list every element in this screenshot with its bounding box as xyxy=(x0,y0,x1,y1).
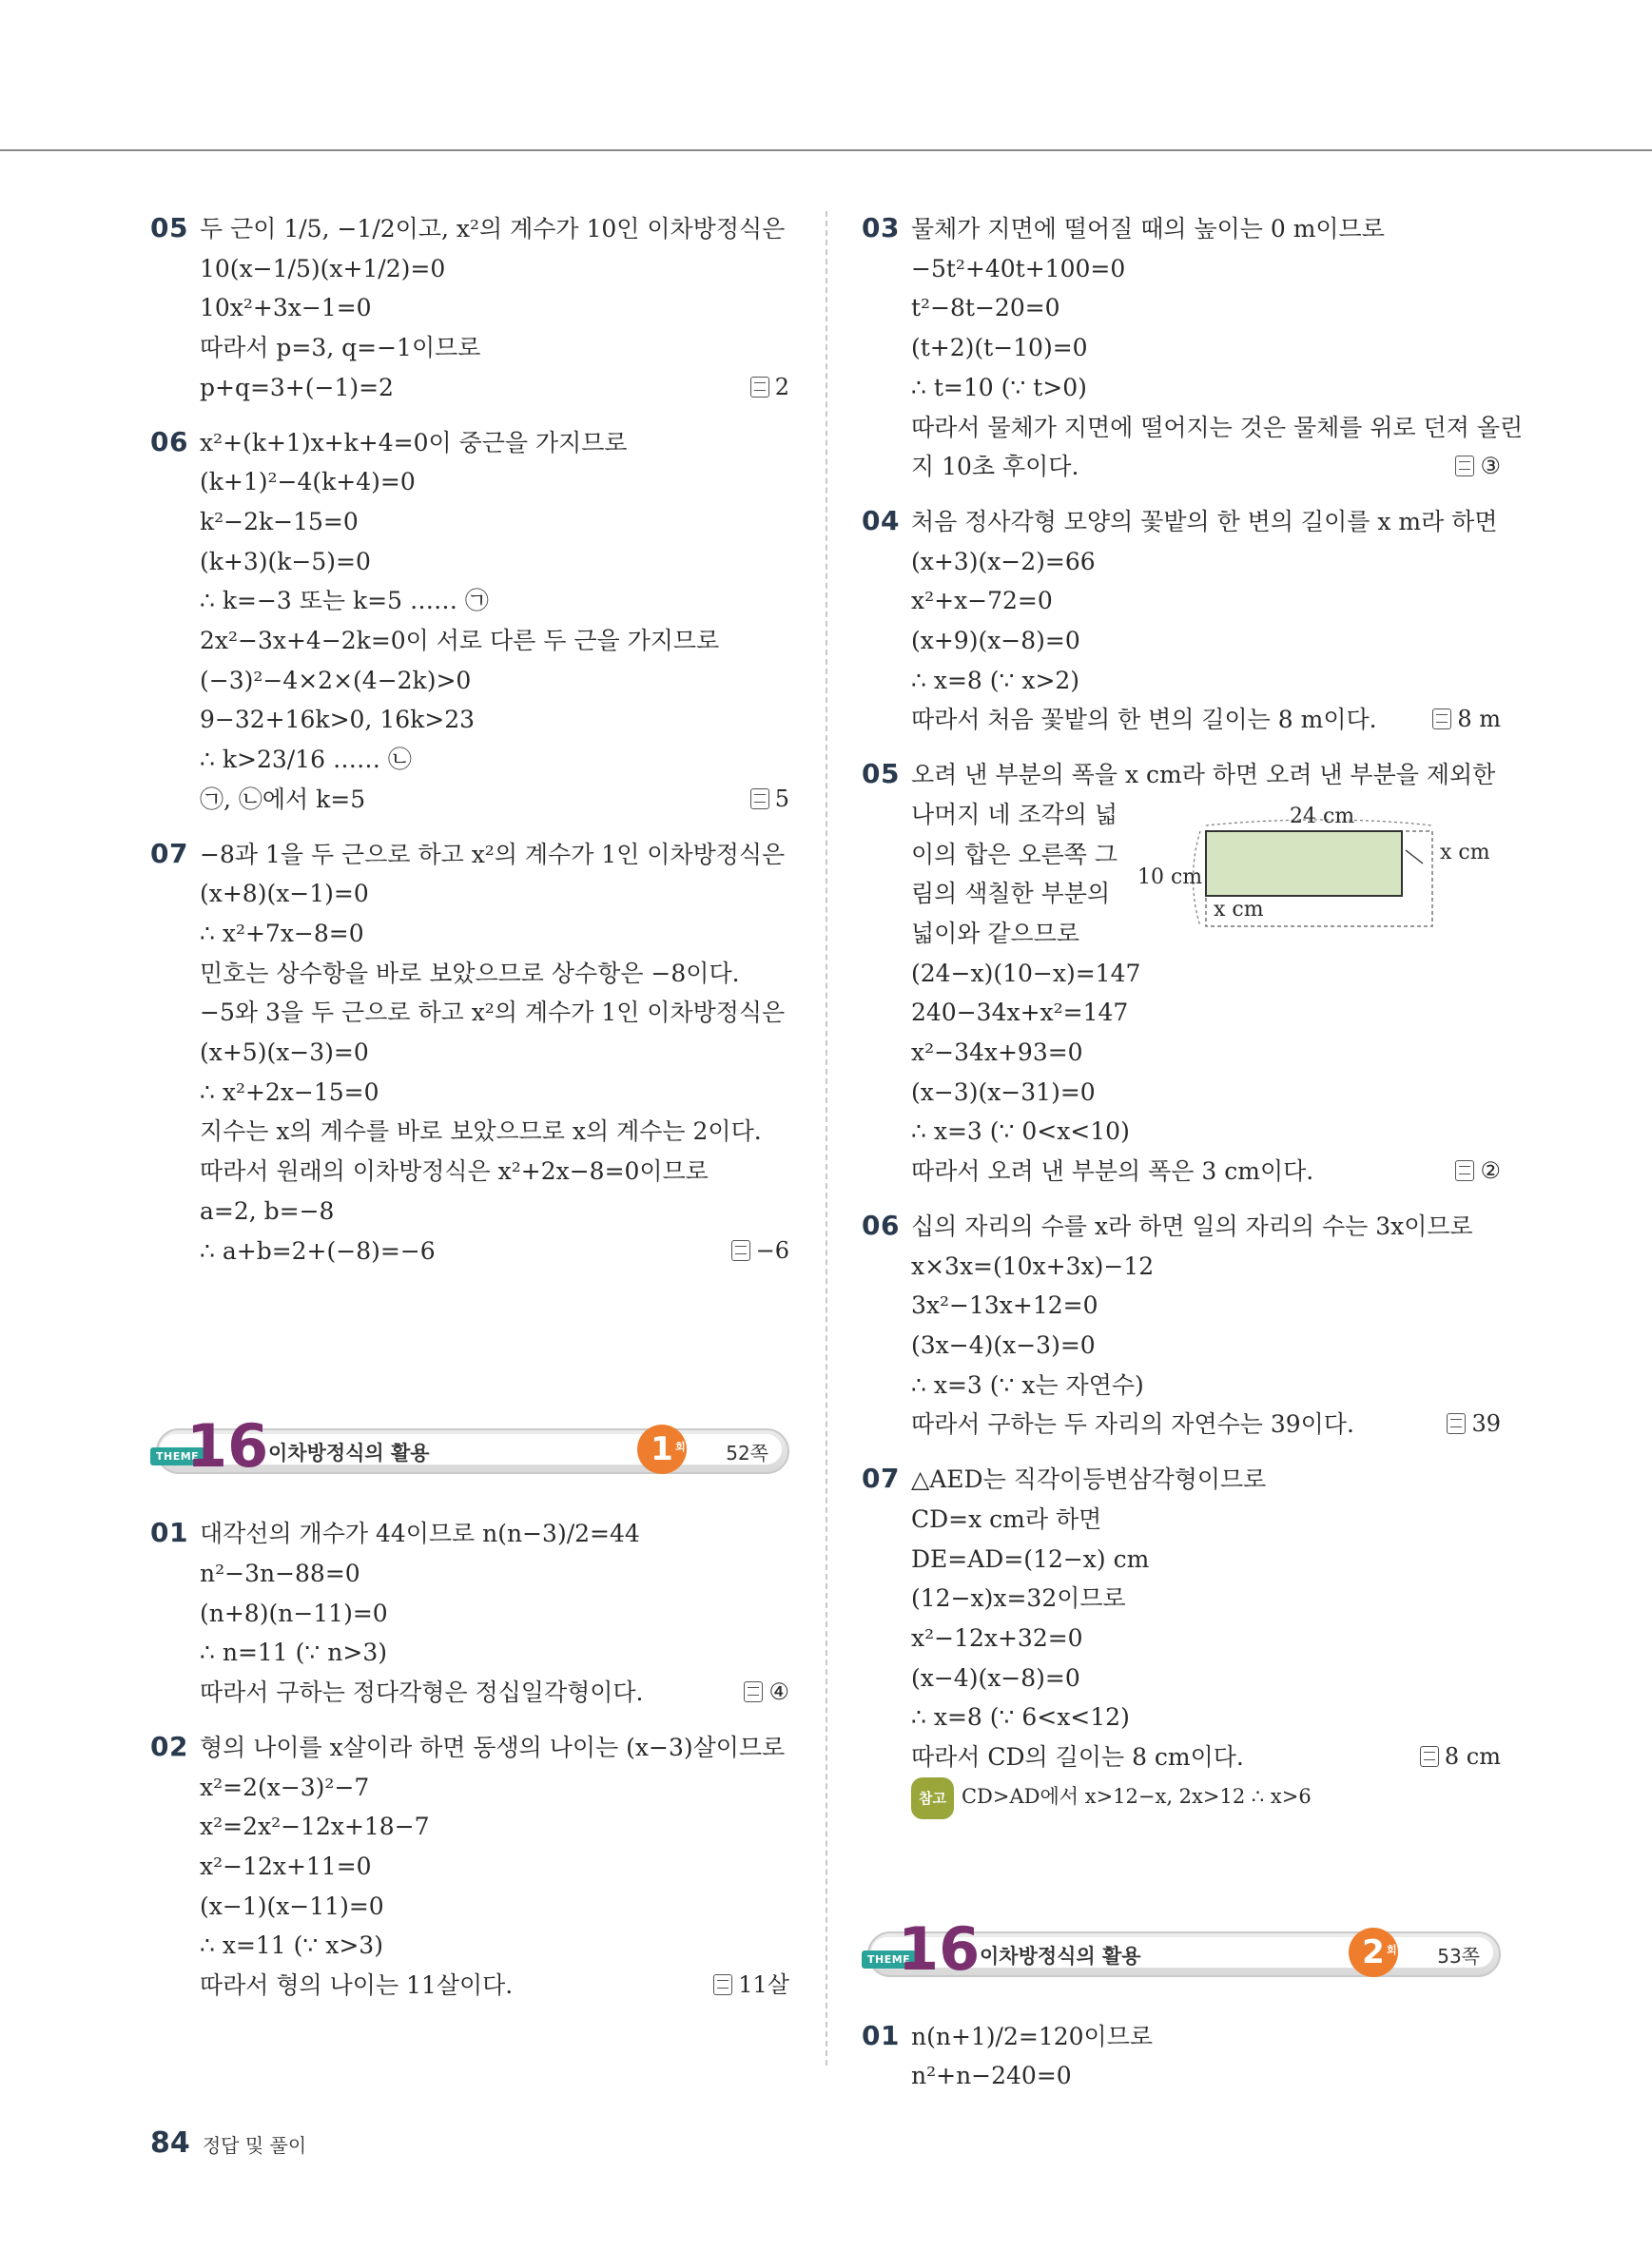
solution-text: (x+3)(x−2)=66 xyxy=(911,547,1096,575)
solution-line xyxy=(200,1807,789,1847)
problem-05 xyxy=(150,209,789,408)
solution-text: ∴ a+b=2+(−8)=−6 xyxy=(200,1236,436,1265)
solution-text: 지수는 x의 계수를 바로 보았으므로 x의 계수는 2이다. xyxy=(200,1117,762,1146)
solution-line xyxy=(911,1698,1501,1737)
problem-01 xyxy=(150,1514,789,1713)
solution-line xyxy=(200,661,789,701)
solution-text: −5와 3을 두 근으로 하고 x²의 계수가 1인 이차방정식은 xyxy=(200,999,786,1027)
problem-07 xyxy=(862,1460,1501,1819)
solution-text: 민호는 상수항을 바로 보았으므로 상수항은 −8이다. xyxy=(200,959,740,987)
solution-line xyxy=(911,328,1501,368)
left-after-list xyxy=(150,1514,789,2005)
solution-line xyxy=(200,1594,789,1634)
answer-mark xyxy=(731,1232,789,1271)
problem-05 xyxy=(862,755,1501,1192)
theme-title: 이차방정식의 활용 xyxy=(980,1944,1141,1968)
solution-text: a=2, b=−8 xyxy=(200,1196,335,1225)
problem-number: 06 xyxy=(862,1209,900,1241)
solution-line xyxy=(200,621,789,661)
solution-line xyxy=(911,1073,1501,1113)
solution-text: 이의 합은 오른쪽 그 xyxy=(911,840,1118,868)
solution-line xyxy=(911,1366,1501,1406)
solution-line xyxy=(911,368,1501,408)
page-number: 84 xyxy=(150,2126,190,2160)
solution-text: 3x²−13x+12=0 xyxy=(911,1291,1098,1320)
answer-icon xyxy=(744,1681,763,1702)
answer-icon xyxy=(731,1240,750,1261)
solution-text: n(n+1)/2=120이므로 xyxy=(911,2022,1154,2050)
solution-text: 따라서 처음 꽃밭의 한 변의 길이는 8 m이다. xyxy=(911,706,1377,734)
problem-number: 01 xyxy=(150,1517,188,1549)
solution-text: 따라서 물체가 지면에 떨어지는 것은 물체를 위로 던져 올린 xyxy=(911,413,1524,441)
header-rule xyxy=(0,149,1652,151)
solution-text: ∴ x=11 (∵ x>3) xyxy=(200,1931,383,1960)
note-badge: 참고 xyxy=(911,1777,954,1819)
answer-mark xyxy=(1455,1152,1501,1192)
problem-number: 07 xyxy=(150,837,188,869)
answer-mark xyxy=(750,780,789,820)
solution-line xyxy=(911,1112,1501,1152)
solution-line xyxy=(911,1579,1501,1619)
solution-text: (k+1)²−4(k+4)=0 xyxy=(200,468,416,496)
solution-text: ㉠, ㉡에서 k=5 xyxy=(200,785,366,813)
solution-text: t²−8t−20=0 xyxy=(911,294,1060,322)
solution-line xyxy=(911,1619,1501,1659)
answer-icon xyxy=(1432,708,1451,729)
theme-title: 이차방정식의 활용 xyxy=(268,1442,430,1465)
solution-line xyxy=(911,2017,1501,2057)
problem-number: 01 xyxy=(862,2019,900,2051)
theme-page-ref: 53쪽 xyxy=(1437,1944,1480,1968)
solution-text: 9−32+16k>0, 16k>23 xyxy=(200,706,476,734)
solution-line xyxy=(200,1033,789,1073)
solution-text: (t+2)(t−10)=0 xyxy=(911,334,1088,362)
problem-01 xyxy=(862,2017,1501,2096)
solution-line xyxy=(911,2056,1501,2096)
answer-icon xyxy=(1420,1746,1439,1767)
solution-line xyxy=(200,1633,789,1673)
problem-number: 04 xyxy=(862,504,900,536)
solution-line xyxy=(200,502,789,542)
answer-mark xyxy=(713,1966,789,2006)
solution-text: p+q=3+(−1)=2 xyxy=(200,373,394,401)
solution-line xyxy=(200,368,789,408)
solution-text: 대각선의 개수가 44이므로 n(n−3)/2=44 xyxy=(200,1520,640,1548)
problem-02 xyxy=(150,1728,789,2006)
solution-line xyxy=(200,1073,789,1113)
solution-line xyxy=(200,1728,789,1768)
answer-value: 8 m xyxy=(1457,706,1501,733)
solution-text: △AED는 직각이등변삼각형이므로 xyxy=(911,1465,1267,1494)
solution-line xyxy=(911,1737,1501,1777)
solution-line xyxy=(200,1152,789,1192)
solution-line xyxy=(200,1926,789,1966)
note-line xyxy=(911,1777,1501,1819)
solution-text: 림의 색칠한 부분의 xyxy=(911,880,1111,908)
solution-text: DE=AD=(12−x) cm xyxy=(911,1544,1150,1573)
answer-value: 5 xyxy=(774,785,789,812)
answer-mark xyxy=(1447,1405,1501,1445)
solution-text: 2x²−3x+4−2k=0이 서로 다른 두 근을 가지므로 xyxy=(200,627,720,655)
problem-06 xyxy=(150,423,789,820)
right-after-list xyxy=(862,2017,1501,2096)
solution-line xyxy=(911,1286,1501,1326)
answer-icon xyxy=(1455,1160,1474,1181)
solution-line xyxy=(200,1192,789,1232)
solution-line xyxy=(200,581,789,621)
solution-text: ∴ x=8 (∵ 6<x<12) xyxy=(911,1703,1130,1732)
solution-line xyxy=(200,288,789,328)
theme-header-right xyxy=(862,1913,1501,1989)
solution-text: 나머지 네 조각의 넓 xyxy=(911,800,1118,828)
solution-text: −8과 1을 두 근으로 하고 x²의 계수가 1인 이차방정식은 xyxy=(200,840,786,868)
solution-line xyxy=(911,1540,1501,1580)
solution-line xyxy=(200,462,789,502)
problem-number: 03 xyxy=(862,212,900,243)
theme-tag: THEME xyxy=(150,1447,204,1465)
theme-header-left xyxy=(150,1411,789,1485)
solution-text: 10x²+3x−1=0 xyxy=(200,294,372,322)
answer-mark xyxy=(750,368,789,408)
solution-line xyxy=(200,740,789,780)
solution-line xyxy=(200,780,789,820)
answer-value: ④ xyxy=(768,1679,789,1706)
figure-right-label: x cm xyxy=(1440,841,1490,865)
answer-icon xyxy=(1447,1413,1466,1434)
solution-line xyxy=(200,1112,789,1152)
answer-mark xyxy=(744,1673,789,1713)
shaded-rect xyxy=(1206,831,1402,896)
solution-line xyxy=(911,502,1501,542)
figure-bottom-label: x cm xyxy=(1214,898,1264,922)
solution-line xyxy=(911,408,1524,448)
solution-line xyxy=(200,1768,789,1808)
solution-text: (n+8)(n−11)=0 xyxy=(200,1599,388,1627)
theme-page-ref: 52쪽 xyxy=(726,1442,768,1465)
solution-text: 두 근이 1/5, −1/2이고, x²의 계수가 10인 이차방정식은 xyxy=(200,215,786,243)
right-problem-list xyxy=(862,209,1524,1819)
solution-text: 240−34x+x²=147 xyxy=(911,999,1129,1027)
solution-text: 따라서 CD의 길이는 8 cm이다. xyxy=(911,1743,1244,1772)
left-column xyxy=(150,209,789,2021)
solution-line xyxy=(911,1033,1501,1073)
solution-line xyxy=(911,1405,1501,1445)
right-column xyxy=(862,209,1524,2111)
solution-text: ∴ x²+2x−15=0 xyxy=(200,1077,379,1106)
solution-line xyxy=(911,447,1501,487)
solution-line xyxy=(911,581,1501,621)
solution-text: (3x−4)(x−3)=0 xyxy=(911,1330,1096,1359)
solution-line xyxy=(911,621,1501,661)
problem-number: 05 xyxy=(862,758,900,790)
solution-text: x²=2(x−3)²−7 xyxy=(200,1773,370,1801)
solution-line xyxy=(911,1152,1501,1192)
solution-line xyxy=(200,249,789,289)
solution-text: 따라서 구하는 두 자리의 자연수는 39이다. xyxy=(911,1410,1354,1439)
answer-value: 39 xyxy=(1471,1410,1501,1438)
problem-06 xyxy=(862,1207,1501,1445)
solution-text: (x−4)(x−8)=0 xyxy=(911,1663,1080,1692)
solution-line xyxy=(911,1207,1501,1247)
solution-text: 지 10초 후이다. xyxy=(911,453,1079,481)
solution-text: x²+x−72=0 xyxy=(911,587,1053,615)
solution-text: n²−3n−88=0 xyxy=(200,1559,360,1587)
answer-value: 2 xyxy=(774,373,789,400)
solution-text: x×3x=(10x+3x)−12 xyxy=(911,1252,1155,1280)
round-badge: 1 회 xyxy=(637,1425,687,1474)
pointer-line xyxy=(1406,850,1423,864)
round-badge: 2 회 xyxy=(1349,1928,1398,1977)
answer-icon xyxy=(713,1974,732,1995)
solution-line xyxy=(911,249,1501,289)
answer-value: 8 cm xyxy=(1444,1743,1501,1771)
solution-text: 10(x−1/5)(x+1/2)=0 xyxy=(200,254,446,282)
solution-line xyxy=(200,328,789,368)
theme-tag: THEME xyxy=(862,1950,916,1969)
solution-text: (x+5)(x−3)=0 xyxy=(200,1038,369,1067)
solution-line xyxy=(911,1460,1501,1500)
solution-text: 따라서 p=3, q=−1이므로 xyxy=(200,334,481,362)
solution-line xyxy=(911,661,1501,701)
solution-text: 따라서 구하는 정다각형은 정십일각형이다. xyxy=(200,1679,644,1707)
solution-line xyxy=(911,993,1501,1033)
answer-value: ② xyxy=(1480,1157,1501,1185)
answer-mark xyxy=(1420,1737,1501,1777)
solution-line xyxy=(911,755,1501,795)
solution-text: (x+8)(x−1)=0 xyxy=(200,880,369,908)
answer-icon xyxy=(750,377,769,398)
solution-text: (x+9)(x−8)=0 xyxy=(911,627,1080,655)
problem-number: 07 xyxy=(862,1463,900,1495)
problem-number: 05 xyxy=(150,212,188,243)
solution-text: 처음 정사각형 모양의 꽃밭의 한 변의 길이를 x m라 하면 xyxy=(911,507,1498,535)
solution-line xyxy=(200,542,789,582)
solution-text: (x−1)(x−11)=0 xyxy=(200,1892,384,1920)
solution-text: x²−12x+32=0 xyxy=(911,1623,1083,1652)
solution-text: x²−12x+11=0 xyxy=(200,1852,372,1880)
solution-line xyxy=(200,914,789,954)
answer-icon xyxy=(750,788,769,809)
solution-line xyxy=(911,1500,1501,1540)
solution-text: 따라서 오려 낸 부분의 폭은 3 cm이다. xyxy=(911,1157,1314,1186)
solution-text: (−3)²−4×2×(4−2k)>0 xyxy=(200,666,472,694)
solution-text: ∴ x=3 (∵ 0<x<10) xyxy=(911,1117,1130,1146)
solution-line xyxy=(200,993,789,1033)
answer-value: 11살 xyxy=(738,1971,789,1999)
solution-text: (12−x)x=32이므로 xyxy=(911,1584,1126,1613)
solution-line xyxy=(200,423,789,463)
answer-mark xyxy=(1455,447,1501,487)
solution-text: (24−x)(10−x)=147 xyxy=(911,959,1141,987)
solution-line xyxy=(911,1326,1501,1366)
solution-line xyxy=(200,1966,789,2006)
solution-text: ∴ x²+7x−8=0 xyxy=(200,919,364,947)
solution-text: 따라서 형의 나이는 11살이다. xyxy=(200,1971,514,2000)
column-divider xyxy=(826,211,827,2066)
solution-line xyxy=(200,835,789,875)
figure-top-label: 24 cm xyxy=(1290,805,1355,829)
solution-line xyxy=(911,700,1501,740)
solution-text: n²+n−240=0 xyxy=(911,2062,1072,2090)
solution-line xyxy=(911,209,1501,249)
figure-left-label: 10 cm xyxy=(1137,865,1203,890)
solution-text: ∴ x=8 (∵ x>2) xyxy=(911,666,1080,694)
theme-number: 16 xyxy=(898,1913,981,1984)
solution-line xyxy=(911,288,1501,328)
problem-07 xyxy=(150,835,789,1271)
footer-label: 정답 및 풀이 xyxy=(202,2134,307,2157)
solution-line xyxy=(200,1554,789,1594)
solution-line xyxy=(200,1847,789,1887)
answer-mark xyxy=(1432,700,1501,740)
theme-number: 16 xyxy=(186,1411,269,1482)
solution-text: 형의 나이를 x살이라 하면 동생의 나이는 (x−3)살이므로 xyxy=(200,1733,786,1761)
solution-line xyxy=(911,542,1501,582)
problem-04 xyxy=(862,502,1501,740)
solution-text: ∴ t=10 (∵ t>0) xyxy=(911,373,1087,401)
solution-text: 십의 자리의 수를 x라 하면 일의 자리의 수는 3x이므로 xyxy=(911,1212,1473,1240)
solution-line xyxy=(911,1659,1501,1698)
solution-text: ∴ n=11 (∵ n>3) xyxy=(200,1639,387,1667)
answer-value: −6 xyxy=(755,1236,789,1264)
solution-line xyxy=(200,1514,789,1554)
answer-icon xyxy=(1455,456,1474,476)
solution-line xyxy=(200,1673,789,1713)
solution-text: 넓이와 같으므로 xyxy=(911,919,1079,947)
rectangle-figure xyxy=(1137,805,1518,966)
solution-line xyxy=(200,1232,789,1271)
left-problem-list xyxy=(150,209,789,1271)
solution-text: x²−34x+93=0 xyxy=(911,1038,1083,1067)
solution-line xyxy=(200,209,789,249)
note-text: CD>AD에서 x>12−x, 2x>12 ∴ x>6 xyxy=(961,1784,1312,1808)
solution-text: 따라서 원래의 이차방정식은 x²+2x−8=0이므로 xyxy=(200,1157,709,1186)
solution-text: x²=2x²−12x+18−7 xyxy=(200,1813,430,1841)
problem-03 xyxy=(862,209,1524,487)
solution-text: 물체가 지면에 떨어질 때의 높이는 0 m이므로 xyxy=(911,215,1385,243)
answer-value: ③ xyxy=(1480,453,1501,480)
solution-text: CD=x cm라 하면 xyxy=(911,1504,1102,1533)
solution-line xyxy=(200,1887,789,1927)
solution-text: 오려 낸 부분의 폭을 x cm라 하면 오려 낸 부분을 제외한 xyxy=(911,761,1496,789)
solution-line xyxy=(200,954,789,994)
solution-line xyxy=(911,1247,1501,1287)
solution-text: x²+(k+1)x+k+4=0이 중근을 가지므로 xyxy=(200,428,628,456)
solution-text: −5t²+40t+100=0 xyxy=(911,254,1126,282)
solution-line xyxy=(200,874,789,914)
solution-text: (x−3)(x−31)=0 xyxy=(911,1077,1096,1106)
solution-text: k²−2k−15=0 xyxy=(200,507,359,535)
solution-text: ∴ k=−3 또는 k=5 …… ㉠ xyxy=(200,587,489,615)
solution-text: (k+3)(k−5)=0 xyxy=(200,547,371,575)
page-footer xyxy=(150,2126,306,2160)
problem-number: 06 xyxy=(150,425,188,457)
solution-line xyxy=(200,700,789,740)
solution-text: ∴ k>23/16 …… ㉡ xyxy=(200,746,412,774)
problem-number: 02 xyxy=(150,1730,188,1762)
solution-text: ∴ x=3 (∵ x는 자연수) xyxy=(911,1370,1144,1399)
